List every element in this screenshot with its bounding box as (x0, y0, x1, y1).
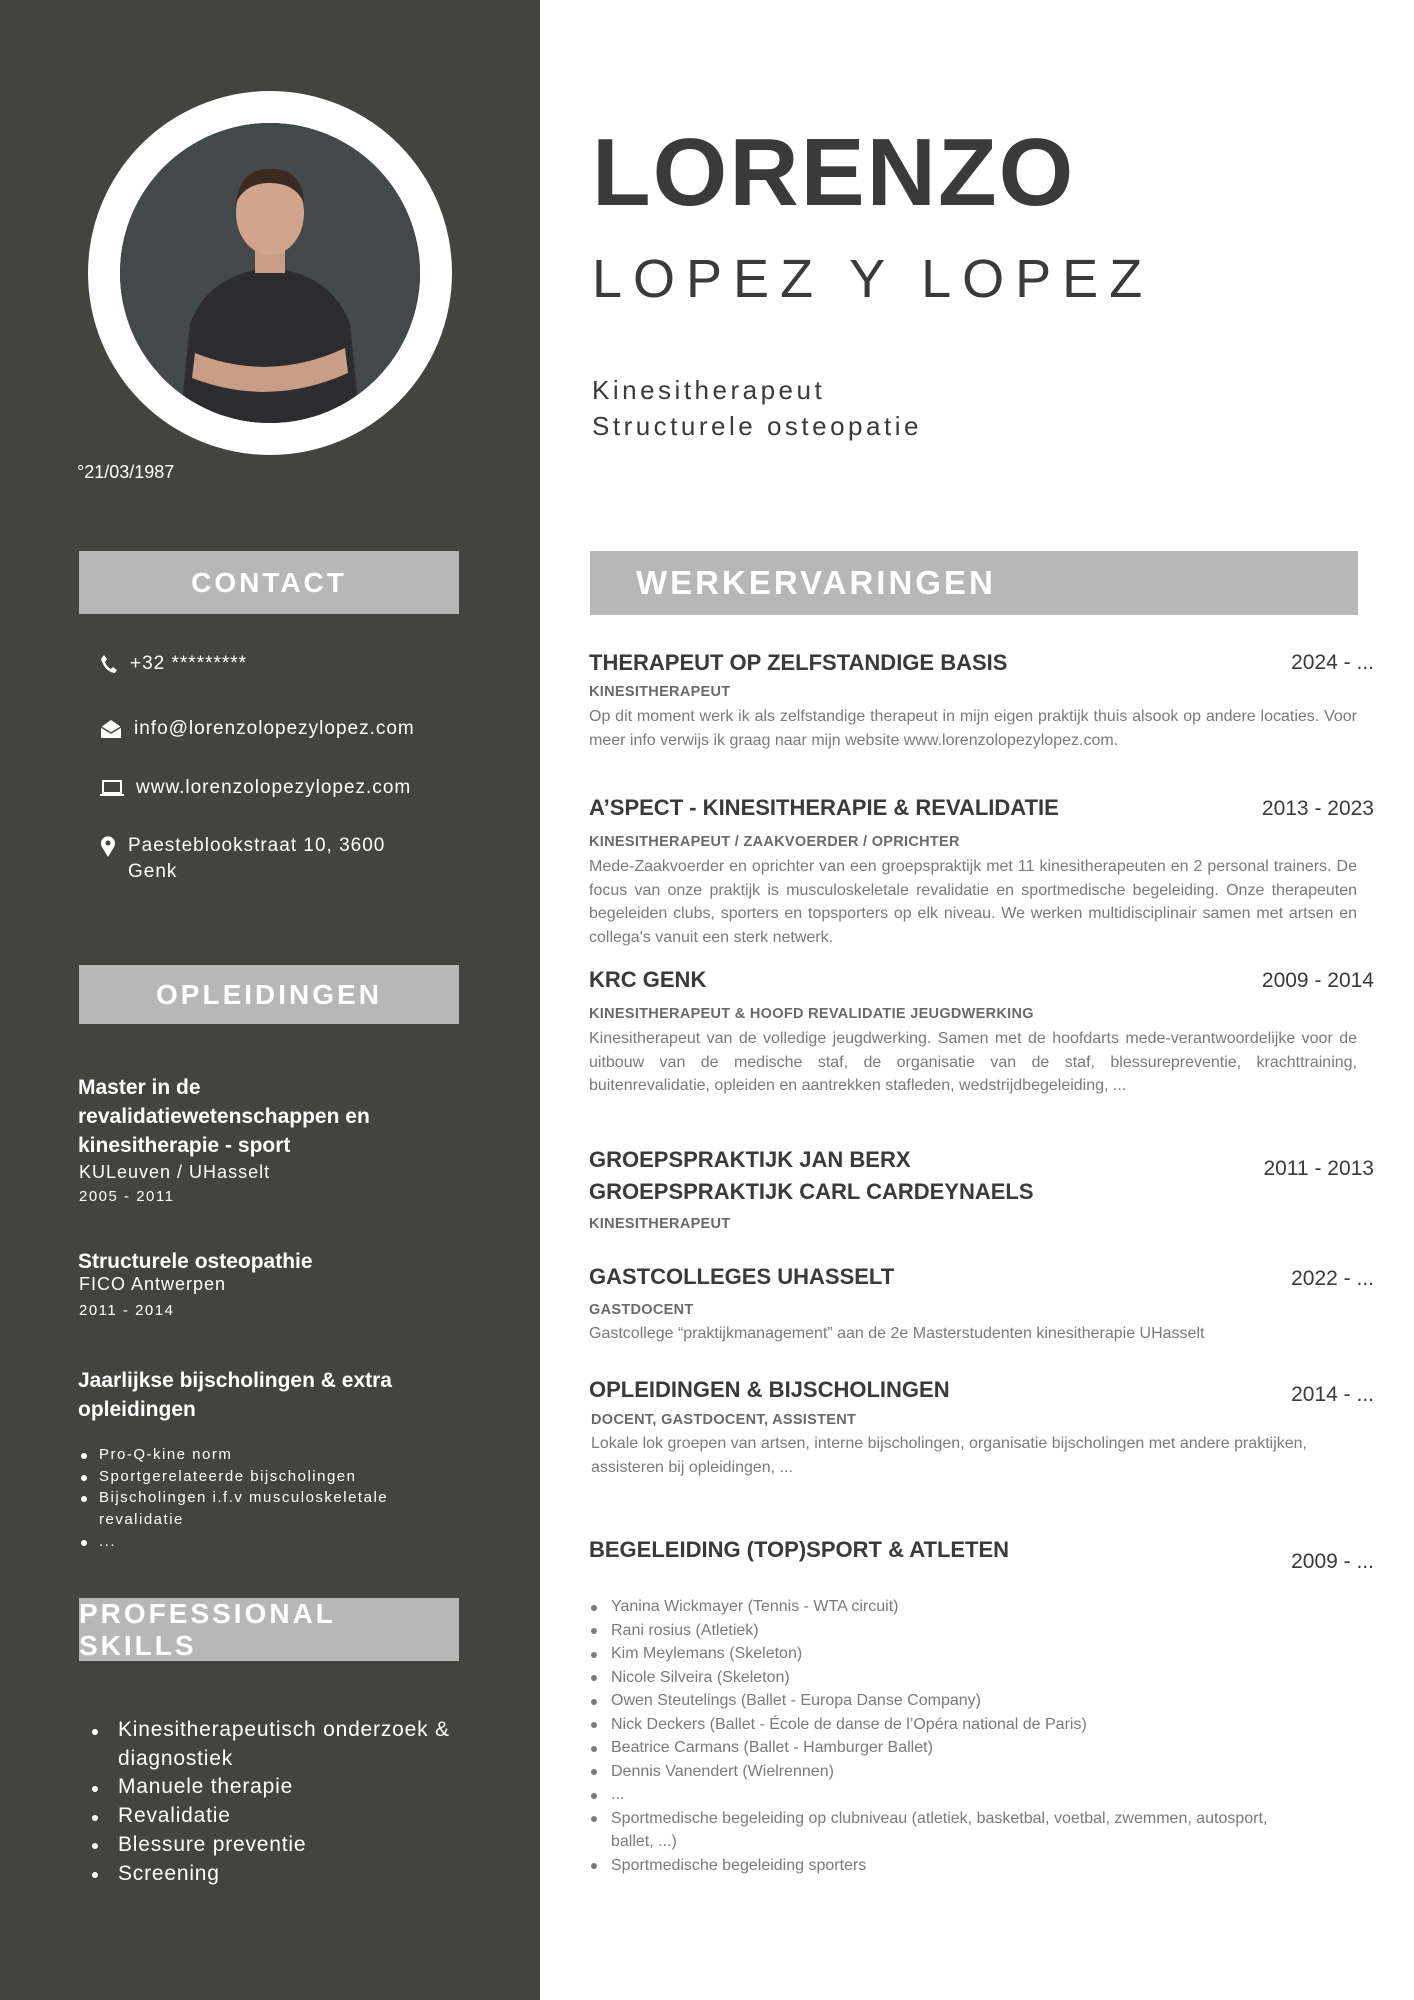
first-name: LORENZO (592, 119, 1076, 226)
job-date: 2011 - 2013 (1263, 1157, 1374, 1180)
list-item: Kim Meylemans (Skeleton) (589, 1642, 1349, 1666)
education-school: FICO Antwerpen (79, 1274, 227, 1294)
job-description: Lokale lok groepen van artsen, interne bijscholingen, organisatie bijscholingen met andere praktijken, assisteren bij opleidingen, ... (591, 1435, 1307, 1476)
job-description: Gastcollege “praktijkmanagement” aan de 2e Masterstudenten kinesitherapie UHasselt (589, 1325, 1205, 1342)
skills-heading: PROFESSIONAL SKILLS (79, 1598, 459, 1661)
job-title: GROEPSPRAKTIJK JAN BERX (589, 1147, 911, 1172)
phone-icon (100, 654, 118, 674)
job-date: 2014 - ... (1291, 1383, 1374, 1406)
profile-photo (120, 123, 420, 423)
job-title: A’SPECT - KINESITHERAPIE & REVALIDATIE (589, 795, 1059, 820)
contact-phone (100, 651, 247, 677)
contact-website[interactable] (100, 775, 411, 801)
education-title: Structurele osteopathie (78, 1250, 313, 1273)
job-role: GASTDOCENT (589, 1302, 694, 1318)
list-item: Bijscholingen i.f.v musculoskeletale revalidatie (79, 1487, 449, 1530)
email-link[interactable]: info@lorenzolopezylopez.com (134, 718, 415, 739)
education-bullets (79, 1444, 449, 1553)
job-title: GASTCOLLEGES UHASSELT (589, 1264, 895, 1289)
job-role: KINESITHERAPEUT (589, 1216, 731, 1232)
job-date: 2009 - 2014 (1261, 969, 1374, 992)
education-years: 2005 - 2011 (79, 1188, 175, 1205)
list-item: Beatrice Carmans (Ballet - Hamburger Ballet) (589, 1736, 1349, 1760)
profession: Kinesitherapeut (592, 375, 826, 405)
skills-list (90, 1716, 510, 1888)
list-item: ... (589, 1783, 1349, 1807)
education-heading: OPLEIDINGEN (79, 965, 459, 1024)
job-role: KINESITHERAPEUT / ZAAKVOERDER / OPRICHTER (589, 834, 960, 850)
athletes-list (589, 1595, 1349, 1877)
envelope-icon (100, 719, 122, 739)
list-item: Nicole Silveira (Skeleton) (589, 1666, 1349, 1690)
list-item: Nick Deckers (Ballet - École de danse de l’Opéra national de Paris) (589, 1713, 1349, 1737)
list-item: Pro-Q-kine norm (79, 1444, 449, 1466)
job-title: THERAPEUT OP ZELFSTANDIGE BASIS (589, 650, 1008, 675)
job-description: Mede-Zaakvoerder en oprichter van een groepspraktijk met 11 kinesitherapeuten en 2 personal trainers. De focus van onze praktijk is musculoskeletale revalidatie en sportmedische begeleiding. Onze therapeuten begeleiden clubs, sporters en topsporters op elk niveau. We werken multidisciplinair samen met artsen en collega's vanuit een sterk netwerk. (589, 858, 1357, 946)
list-item: Manuele therapie (90, 1773, 510, 1802)
contact-heading: CONTACT (79, 551, 459, 614)
list-item: Yanina Wickmayer (Tennis - WTA circuit) (589, 1595, 1349, 1619)
list-item: Kinesitherapeutisch onderzoek & diagnostiek (90, 1716, 510, 1773)
job-title: BEGELEIDING (TOP)SPORT & ATLETEN (589, 1537, 1010, 1562)
job-description: Kinesitherapeut van de volledige jeugdwerking. Samen met de hoofdarts mede-verantwoordelijke voor de uitbouw van de medische staf, de organisatie van de staf, blessurepreventie, krachttraining, buitenrevalidatie, opleiden en aantrekken stafleden, wedstrijdbegeleiding, ... (589, 1030, 1357, 1094)
education-title: Master in de revalidatiewetenschappen en kinesitherapie - sport (78, 1076, 370, 1157)
list-item: Dennis Vanendert (Wielrennen) (589, 1760, 1349, 1784)
website-link[interactable]: www.lorenzolopezylopez.com (136, 777, 412, 798)
phone-text: +32 ********* (130, 653, 248, 674)
list-item: Rani rosius (Atletiek) (589, 1619, 1349, 1643)
list-item: Sportmedische begeleiding sporters (589, 1854, 1349, 1878)
address-text: Paesteblookstraat 10, 3600 Genk (128, 835, 386, 882)
contact-address (100, 833, 420, 885)
job-title: KRC GENK (589, 967, 707, 992)
location-pin-icon (100, 836, 116, 858)
job-date: 2009 - ... (1291, 1550, 1374, 1573)
date-of-birth: °21/03/1987 (77, 462, 175, 482)
list-item: Sportgerelateerde bijscholingen (79, 1466, 449, 1488)
list-item: Screening (90, 1860, 510, 1889)
list-item: Owen Steutelings (Ballet - Europa Danse Company) (589, 1689, 1349, 1713)
job-title-secondary: GROEPSPRAKTIJK CARL CARDEYNAELS (589, 1179, 1034, 1204)
education-title: Jaarlijkse bijscholingen & extra opleidingen (78, 1369, 392, 1421)
job-role: KINESITHERAPEUT (589, 684, 731, 700)
list-item: Revalidatie (90, 1802, 510, 1831)
experience-heading: WERKERVARINGEN (590, 551, 1358, 615)
job-date: 2013 - 2023 (1261, 797, 1374, 820)
last-name: LOPEZ Y LOPEZ (592, 249, 1154, 309)
list-item: Sportmedische begeleiding op clubniveau (atletiek, basketbal, voetbal, zwemmen, autosport, ballet, ...) (589, 1807, 1289, 1854)
job-role: DOCENT, GASTDOCENT, ASSISTENT (591, 1412, 857, 1428)
laptop-icon (100, 778, 124, 798)
job-date: 2024 - ... (1291, 651, 1374, 674)
list-item: Blessure preventie (90, 1831, 510, 1860)
job-role: KINESITHERAPEUT & HOOFD REVALIDATIE JEUGDWERKING (589, 1006, 1034, 1022)
education-school: KULeuven / UHasselt (79, 1162, 271, 1182)
job-date: 2022 - ... (1291, 1267, 1374, 1290)
education-years: 2011 - 2014 (79, 1302, 175, 1319)
contact-email[interactable] (100, 716, 415, 742)
job-description: Op dit moment werk ik als zelfstandige therapeut in mijn eigen praktijk thuis alsook op andere locaties. Voor meer info verwijs ik graag naar mijn website www.lorenzolopezylopez.com. (589, 708, 1357, 749)
job-title: OPLEIDINGEN & BIJSCHOLINGEN (589, 1377, 950, 1402)
profession: Structurele osteopatie (592, 411, 922, 441)
list-item: ... (79, 1531, 449, 1553)
